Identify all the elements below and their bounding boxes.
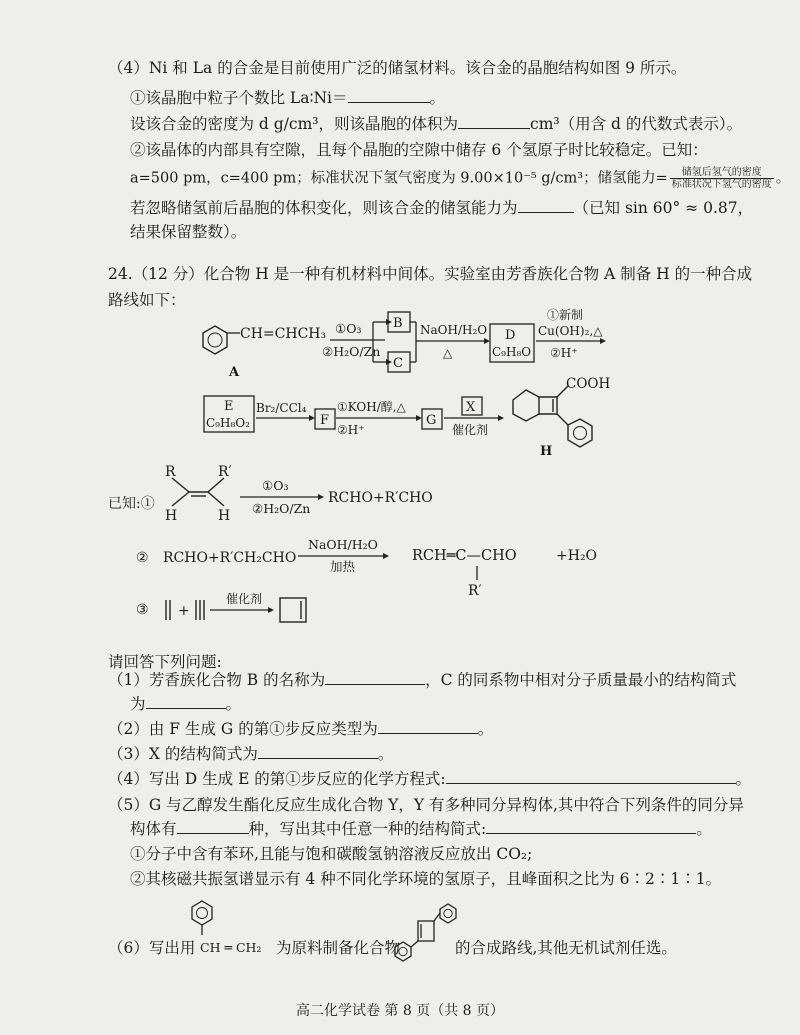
- question-1: （1）芳香族化合物 B 的名称为 ，C 的同系物中相对分子质量最小的结构简式: [108, 671, 737, 689]
- known2-number: ②: [136, 550, 149, 566]
- known1-H-right: H: [218, 508, 231, 524]
- step1-reagent-top: ①O₃: [335, 321, 362, 336]
- q4-part2: ②该晶体的内部具有空隙，且每个晶胞的空隙中储存 6 个氢原子时比较稳定。已知：: [130, 141, 708, 159]
- question-6-prefix: （6）写出用: [108, 939, 196, 957]
- compound-H-structure: [513, 386, 592, 447]
- known1-R: R: [165, 464, 176, 480]
- q4-part1: ①该晶胞中粒子个数比 La∶Ni＝ 。: [130, 89, 446, 107]
- question-6-vinyl: CH ═ CH₂: [200, 940, 262, 955]
- step4-reagent-top: Br₂/CCl₄: [256, 401, 307, 415]
- question-5: （5）G 与乙醇发生酯化反应生成化合物 Y，Y 有多种同分异构体,其中符合下列条件的同分异: [108, 796, 744, 814]
- answer-blank[interactable]: [146, 694, 226, 709]
- box-G-label: G: [426, 413, 437, 428]
- known2-Rprime: R′: [468, 583, 482, 599]
- step5-reagent-top: ①KOH/醇,△: [337, 400, 406, 414]
- step6-reagent-bottom: 催化剂: [452, 423, 489, 437]
- known3-number: ③: [136, 602, 149, 618]
- q4-part2-ask: 若忽略储氢前后晶胞的体积变化，则该合金的储氢能力为 （已知 sin 60° ≈ 0.87，: [130, 199, 754, 217]
- known1-H-left: H: [165, 508, 178, 524]
- acetylene-triple-bond: [196, 600, 204, 620]
- known-title: 已知:①: [108, 496, 155, 512]
- cyclobutene-product: [280, 598, 306, 622]
- known1-reagent-top: ①O₃: [262, 478, 289, 493]
- question-5-condition2: ②其核磁共振氢谱显示有 4 种不同化学环境的氢原子，且峰面积之比为 6∶2∶1∶1。: [130, 870, 722, 888]
- q4-part2-given: a=500 pm，c=400 pm；标准状况下氢气密度为 9.00×10⁻⁵ g/cm³；储氢能力= $\frac{\text{储氢后氢气的密度}}{\text{标准状况下氢气的密度}}$ 。: [130, 167, 791, 190]
- known1-product: RCHO+R′CHO: [328, 490, 433, 506]
- answer-blank[interactable]: [177, 819, 249, 834]
- hydrogen-capacity-fraction: $\frac{\text{储氢后氢气的密度}}{\text{标准状况下氢气的密度}}$: [671, 167, 772, 190]
- label-H: H: [540, 444, 553, 459]
- step2-reagent-bottom: △: [443, 346, 453, 360]
- question-5-condition1: ①分子中含有苯环,且能与饱和碳酸氢钠溶液反应放出 CO₂;: [130, 845, 533, 863]
- step3-reagent-bottom: ②H⁺: [550, 346, 578, 360]
- question-1-line2: 为 。: [130, 695, 242, 713]
- answer-blank[interactable]: [486, 819, 696, 834]
- known3-reagent-top: 催化剂: [226, 592, 263, 606]
- q4-part2-note: 结果保留整数）。: [130, 223, 247, 241]
- box-X-label: X: [466, 400, 476, 415]
- box-C-label: C: [393, 356, 403, 371]
- known2-reactants: RCHO+R′CH₂CHO: [163, 550, 297, 566]
- box-D-label: D: [505, 328, 516, 343]
- known1-reagent-bottom: ②H₂O/Zn: [252, 501, 311, 516]
- known2-water: +H₂O: [556, 548, 598, 564]
- q24-header-line2: 路线如下：: [108, 291, 186, 309]
- page-footer: 高二化学试卷 第 8 页（共 8 页）: [295, 1003, 505, 1019]
- question-2: （2）由 F 生成 G 的第①步反应类型为 。: [108, 720, 494, 738]
- answer-blank[interactable]: [325, 670, 425, 685]
- label-A: A: [229, 365, 240, 380]
- question-6-mid: 为原料制备化合物: [276, 939, 401, 957]
- compound-A-chain: CH=CHCH₃: [240, 326, 327, 342]
- known2-product: RCH═C—CHO: [412, 548, 517, 564]
- q4-intro: （4）Ni 和 La 的合金是目前使用广泛的储氢材料。该合金的晶胞结构如图 9 所示。: [108, 59, 687, 77]
- question-4: （4）写出 D 生成 E 的第①步反应的化学方程式: 。: [108, 770, 752, 788]
- answer-blank[interactable]: [446, 769, 736, 784]
- box-B-label: B: [393, 316, 403, 331]
- answer-blank[interactable]: [258, 744, 378, 759]
- q24-header: 24.（12 分）化合物 H 是一种有机材料中间体。实验室由芳香族化合物 A 制备 H 的一种合成: [108, 265, 753, 283]
- q4-part1-volume: 设该合金的密度为 d g/cm³，则该晶胞的体积为 cm³（用含 d 的代数式表示）。: [130, 115, 743, 133]
- label-COOH: COOH: [566, 376, 611, 392]
- box-D-formula: C₉H₈O: [492, 345, 532, 359]
- question-5-line2: 构体有 种，写出其中任意一种的结构简式: 。: [130, 820, 712, 838]
- step1-reagent-bottom: ②H₂O/Zn: [322, 344, 381, 359]
- styrene-benzene-ring: [192, 901, 212, 935]
- ethylene-double-bond: [166, 600, 170, 620]
- known1-Rprime: R′: [218, 464, 232, 480]
- answer-blank[interactable]: [378, 719, 478, 734]
- questions-lead: 请回答下列问题:: [108, 653, 222, 671]
- alkene-structure: [172, 478, 224, 506]
- question-3: （3）X 的结构简式为 。: [108, 745, 394, 763]
- step3-reagent-top: ①新制: [547, 308, 584, 322]
- benzene-ring-A: [203, 326, 240, 354]
- box-E-label: E: [224, 399, 234, 414]
- known2-reagent-bottom: 加热: [330, 559, 356, 574]
- box-E-formula: C₉H₈O₂: [206, 416, 250, 430]
- step5-reagent-bottom: ②H⁺: [337, 423, 365, 437]
- known2-reagent-top: NaOH/H₂O: [308, 537, 378, 552]
- step3-reagent-mid: Cu(OH)₂,△: [538, 324, 603, 338]
- target-compound-structure: [395, 904, 456, 961]
- known3-plus: +: [178, 603, 190, 619]
- box-F-label: F: [320, 413, 330, 428]
- question-6-suffix: 的合成路线,其他无机试剂任选。: [455, 939, 677, 957]
- step2-reagent-top: NaOH/H₂O: [420, 323, 488, 337]
